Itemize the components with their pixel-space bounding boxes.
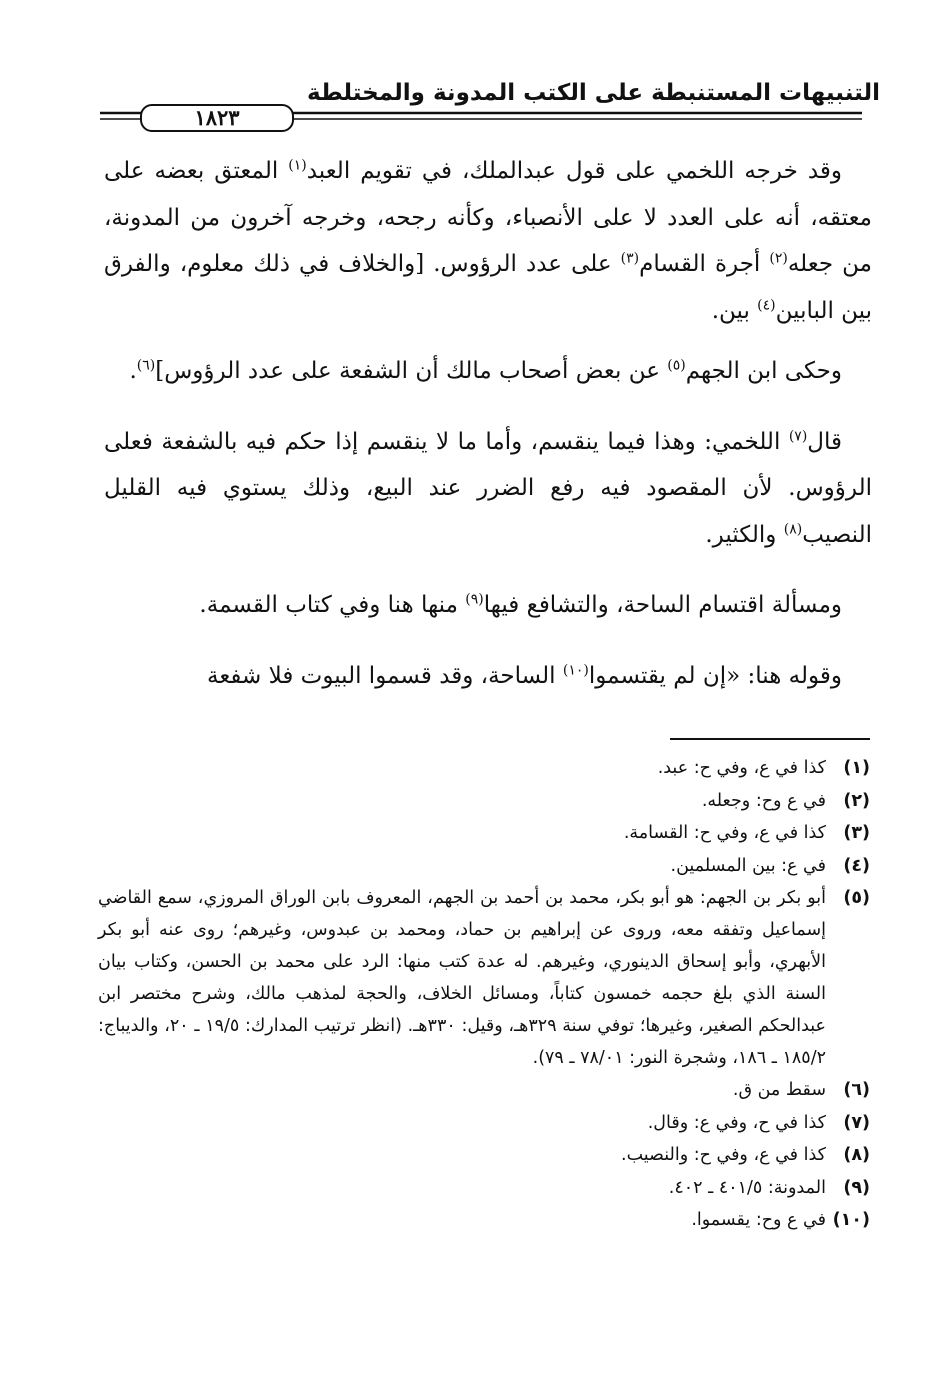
footnote-ref[interactable]: (١٠) [562, 661, 589, 678]
text-run: أجرة القسام [639, 251, 770, 277]
footnote-item [98, 785, 870, 818]
footnote-ref[interactable]: (٨) [783, 520, 803, 537]
footnote-ref[interactable]: (٢) [769, 250, 788, 267]
text-run: على عدد الرؤوس. [والخلاف في ذلك معلوم، والفرق بين البابين [104, 251, 872, 324]
footnote-ref[interactable]: (٣) [620, 250, 640, 267]
page-number: ١٨٢٣ [140, 104, 294, 132]
paragraph-4 [104, 582, 872, 629]
footnote-text: في ع: بين المسلمين. [670, 855, 826, 876]
text-run: منها هنا وفي كتاب القسمة. [199, 592, 466, 618]
paragraph-5 [104, 653, 872, 700]
header-rule [100, 104, 862, 132]
text-run: ومسألة اقتسام الساحة، والتشافع فيها [483, 592, 842, 618]
text-run: قال [807, 428, 842, 455]
text-run: المعتق بعضه على معتقه، أنه على العدد لا على الأنصباء، وكأنه رجحه، وخرجه آخرون من المدونة، من جعله [104, 158, 872, 277]
footnote-ref[interactable]: (٤) [757, 296, 776, 313]
footnote-text: أبو بكر بن الجهم: هو أبو بكر، محمد بن أحمد بن الجهم، المعروف بابن الوراق المروزي، سمع القاضي إسماعيل وتفقه معه، وروى عن إبراهيم بن حماد، ومحمد بن عبدوس، وغيرهم؛ روى عنه أبو بكر الأبهري، وأبو إسحاق الدينوري، وغيرهم. له عدة كتب منها: الرد على محمد بن الحسن، وكتاب بيان السنة الذي بلغ حجمه خمسون كتاباً، ومسائل الخلاف، والحجة لمذهب مالك، وشرح مختصر ابن عبدالحكم الصغير، وغيرها؛ توفي سنة ٣٢٩هـ، وقيل: ٣٣٠هـ. (انظر ترتيب المدارك: ١٩/٥ ـ ٢٠، والديباج: ١٨٥/٢ ـ ١٨٦، وشجرة النور: ٧٨/٠١ ـ ٧٩). [98, 888, 827, 1068]
text-run: بين. [711, 297, 758, 324]
footnote-number: (٣) [843, 823, 870, 843]
footnote-ref[interactable]: (٦) [136, 357, 156, 374]
footnote-item [98, 752, 870, 785]
text-run: . [129, 358, 137, 384]
footnote-number: (٩) [843, 1177, 870, 1198]
text-run: اللخمي: وهذا فيما ينقسم، وأما ما لا ينقسم إذا حكم فيه بالشفعة فعلى الرؤوس. لأن المقصود فيه رفع الضرر عند البيع، وذلك يستوي فيه القليل النصيب [104, 428, 872, 548]
footnote-number: (١) [843, 758, 870, 778]
text-run: والكثير. [705, 521, 784, 548]
footnote-text: كذا في ع، وفي ح: والنصيب. [621, 1145, 826, 1165]
footnote-item [98, 1107, 870, 1140]
footnote-text: المدونة: ٤٠١/٥ ـ ٤٠٢. [668, 1177, 826, 1198]
footnote-ref[interactable]: (٩) [465, 591, 484, 608]
footnote-item [98, 1074, 870, 1107]
footnote-number: (٥) [843, 888, 870, 908]
footnote-item [98, 850, 870, 883]
footnote-ref[interactable]: (١) [288, 157, 307, 174]
paragraph-2 [104, 348, 872, 395]
footnote-text: في ع وح: وجعله. [701, 790, 826, 811]
footnote-text: كذا في ع، وفي ح: القسامة. [623, 823, 826, 843]
footnote-number: (٦) [843, 1080, 870, 1100]
text-run: وقوله هنا: «إن لم يقتسموا [588, 662, 842, 689]
footnote-text: في ع وح: يقسموا. [691, 1210, 826, 1230]
footnote-item [98, 1172, 870, 1205]
main-text [104, 148, 872, 713]
footnote-ref[interactable]: (٥) [667, 357, 686, 374]
footnote-item [98, 1204, 870, 1237]
footnotes [98, 752, 870, 1237]
footnote-ref[interactable]: (٧) [788, 427, 808, 444]
footnote-number: (١٠) [832, 1210, 870, 1230]
text-run: وقد خرجه اللخمي على قول عبدالملك، في تقويم العبد [306, 158, 842, 184]
running-header-title: التنبيهات المستنبطة على الكتب المدونة والمختلطة [307, 80, 880, 106]
footnote-text: سقط من ق. [732, 1080, 826, 1100]
footnote-number: (٢) [843, 790, 870, 811]
footnote-number: (٨) [843, 1145, 870, 1165]
footnote-number: (٧) [843, 1112, 870, 1133]
footnote-number: (٤) [843, 855, 870, 876]
footnote-item [98, 817, 870, 850]
text-run: وحكى ابن الجهم [685, 358, 842, 384]
text-run: الساحة، وقد قسموا البيوت فلا شفعة [207, 662, 563, 689]
footnote-item [98, 1139, 870, 1172]
paragraph-1 [104, 148, 872, 334]
paragraph-3 [104, 419, 872, 559]
footnote-separator [670, 738, 870, 740]
text-run: عن بعض أصحاب مالك أن الشفعة على عدد الرؤوس] [155, 358, 668, 384]
footnote-text: كذا في ع، وفي ح: عبد. [657, 758, 826, 778]
footnote-item [98, 882, 870, 1074]
footnote-text: كذا في ح، وفي ع: وقال. [647, 1112, 826, 1133]
